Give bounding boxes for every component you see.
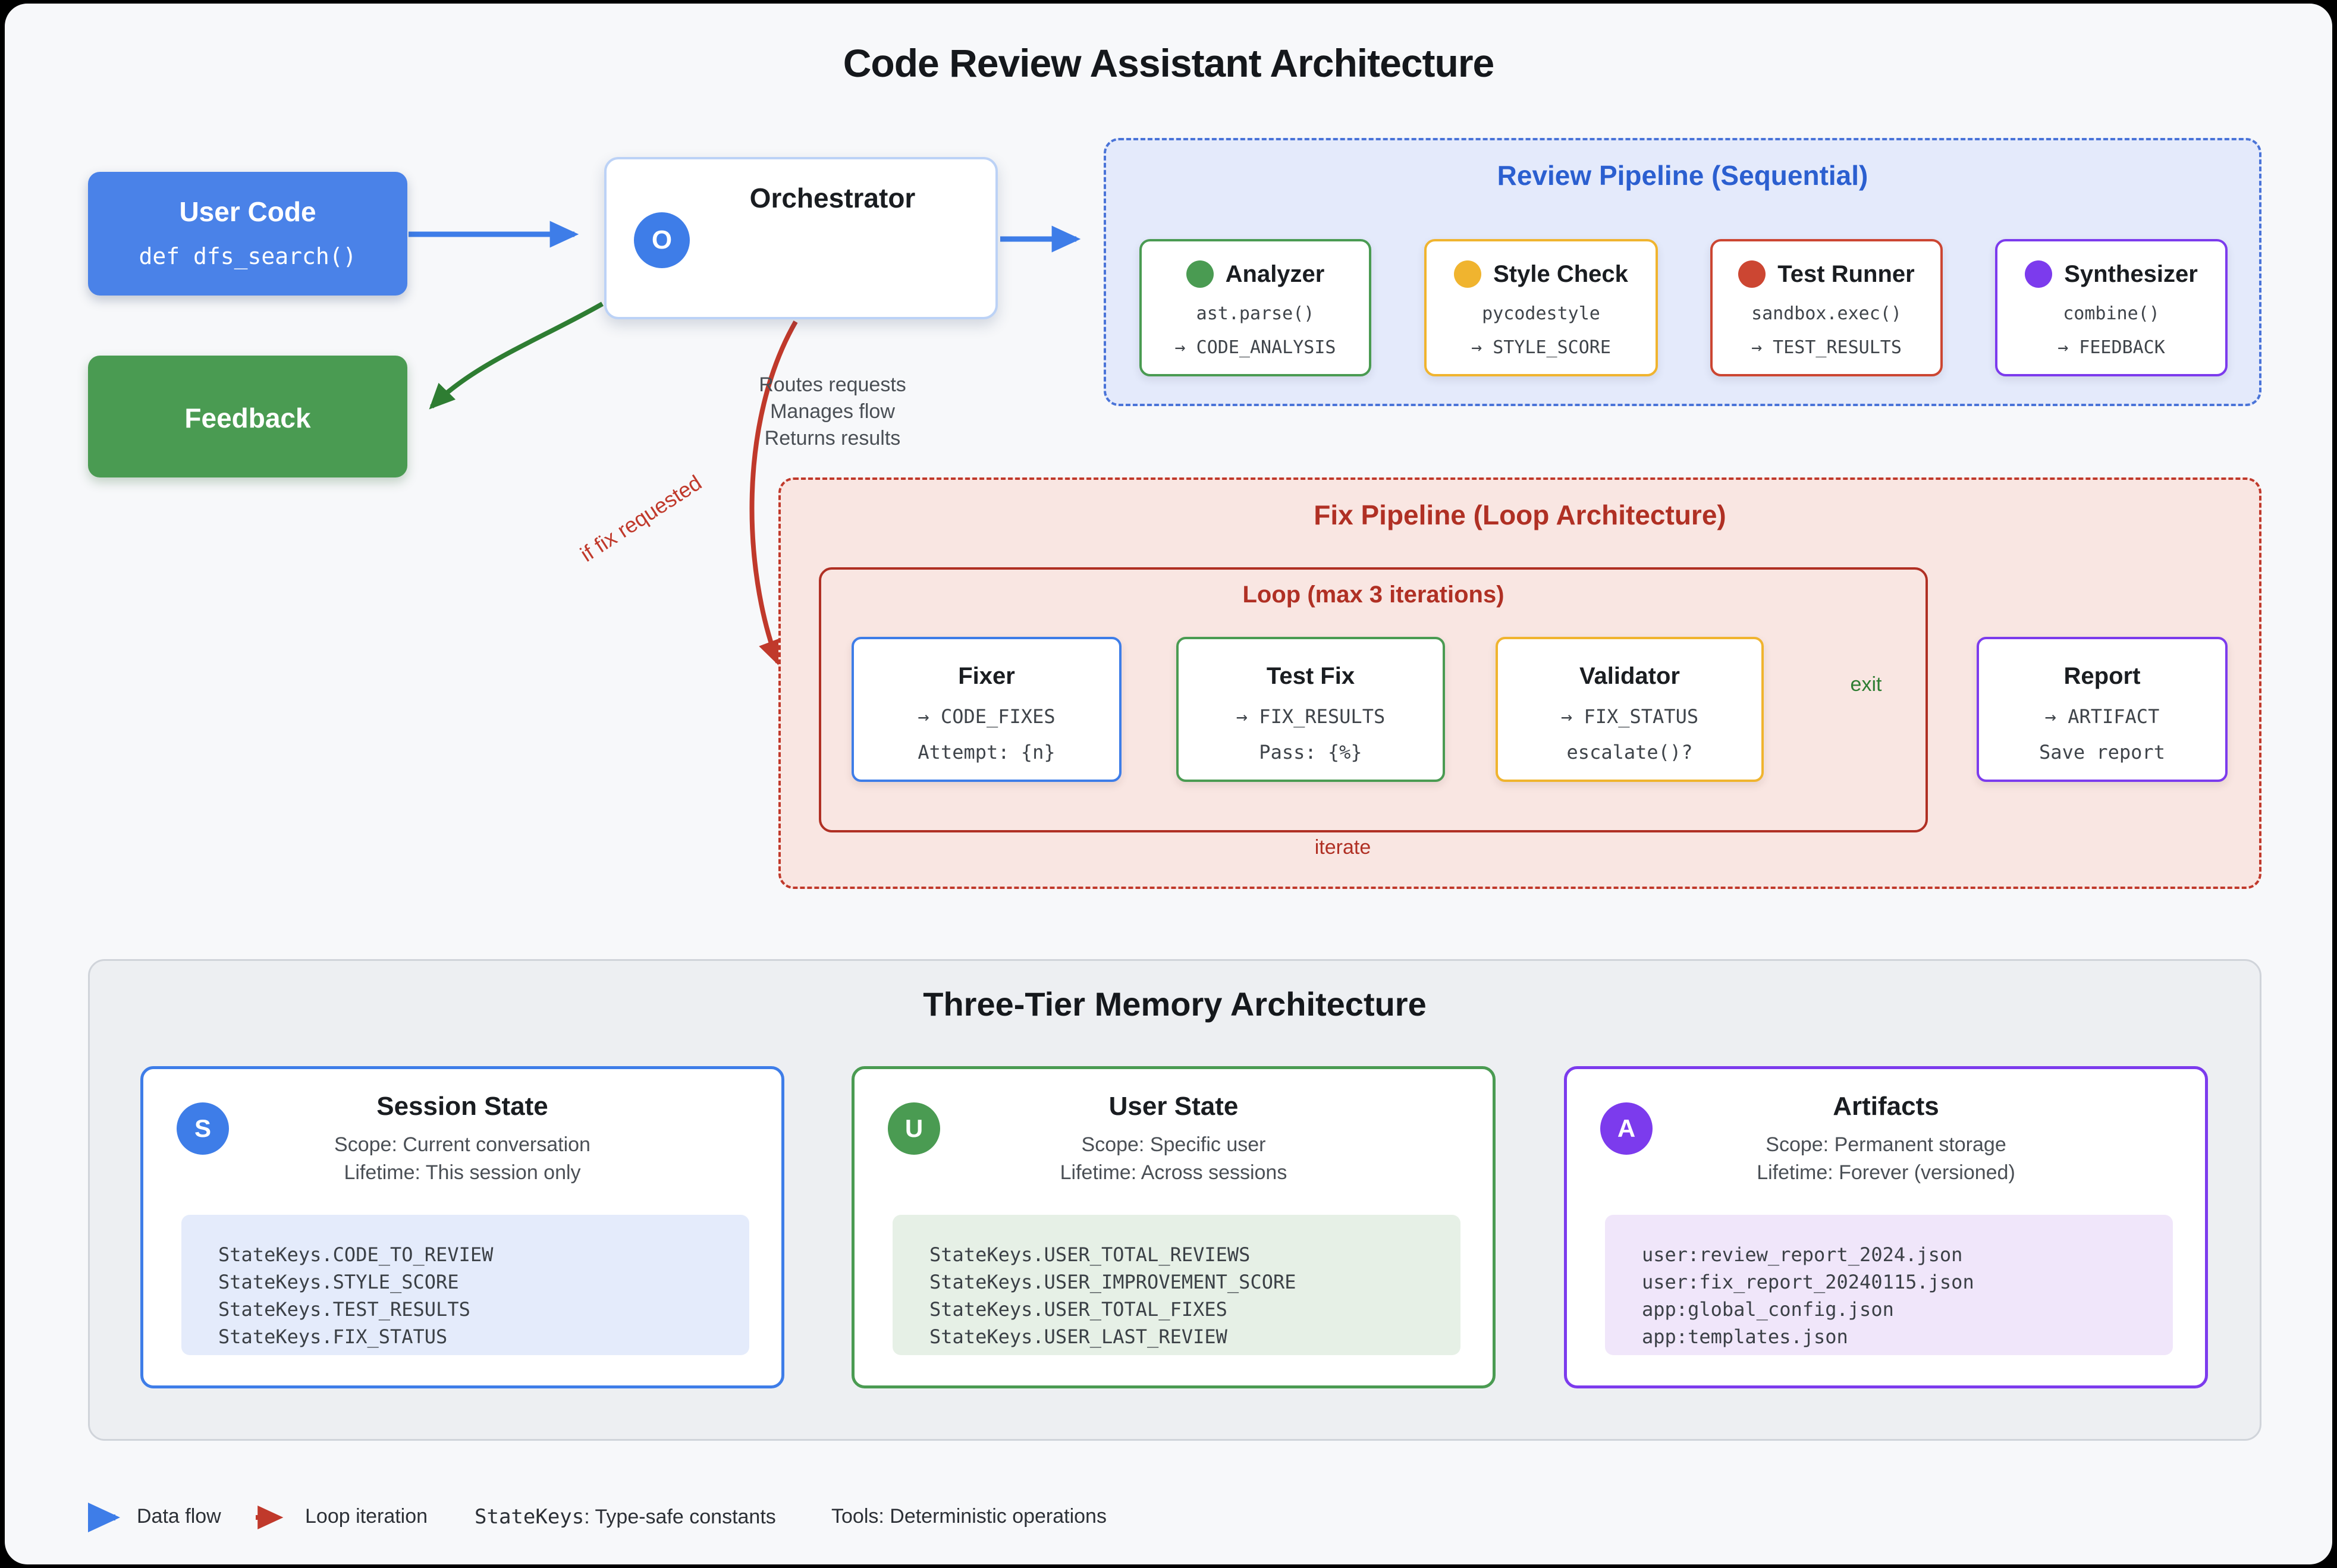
orchestrator-line: Routes requests: [759, 373, 906, 396]
orchestrator-badge-icon: O: [634, 212, 690, 268]
tier-keys-block: [893, 1215, 1460, 1355]
state-key: StateKeys.STYLE_SCORE: [218, 1271, 459, 1293]
tier-scope: Scope: Current conversation: [334, 1133, 590, 1156]
tier-title: Artifacts: [1833, 1092, 1939, 1121]
session-state-badge-icon: S: [177, 1102, 229, 1155]
stage-title: Style Check: [1493, 260, 1628, 287]
memory-section-title: Three-Tier Memory Architecture: [923, 985, 1427, 1023]
stage-line: Attempt: {n}: [918, 741, 1056, 763]
stage-output: → CODE_ANALYSIS: [1174, 337, 1336, 358]
orchestrator-title: Orchestrator: [749, 183, 916, 213]
stage-analyzer: [1139, 239, 1371, 376]
state-key: StateKeys.CODE_TO_REVIEW: [218, 1243, 494, 1266]
stage-output: → TEST_RESULTS: [1751, 337, 1902, 358]
orchestrator-node: [604, 157, 998, 450]
stage-validator: [1496, 637, 1764, 782]
legend-loop-iteration: Loop iteration: [305, 1505, 428, 1528]
orchestrator-line: Returns results: [764, 427, 901, 450]
user-code-snippet: def dfs_search(): [139, 243, 357, 269]
stage-output: → FEEDBACK: [2058, 337, 2165, 358]
test-runner-dot-icon: [1738, 260, 1766, 288]
tier-keys-block: [181, 1215, 749, 1355]
stage-line: Save report: [2039, 741, 2165, 763]
stage-title: Test Fix: [1266, 663, 1355, 689]
artifact-key: app:global_config.json: [1642, 1298, 1894, 1321]
tier-title: User State: [1108, 1092, 1239, 1121]
tier-session-state: [140, 1066, 784, 1388]
stage-title: Synthesizer: [2064, 260, 2198, 287]
state-key: StateKeys.USER_IMPROVEMENT_SCORE: [929, 1271, 1296, 1293]
artifact-key: user:fix_report_20240115.json: [1642, 1271, 1974, 1293]
tier-scope: Scope: Specific user: [1081, 1133, 1266, 1156]
stage-synthesizer: [1995, 239, 2228, 376]
feedback-title: Feedback: [184, 403, 311, 433]
loop-title: Loop (max 3 iterations): [1242, 582, 1504, 608]
user-code-node: [88, 172, 407, 296]
fix-pipeline-title: Fix Pipeline (Loop Architecture): [1314, 499, 1726, 530]
tier-lifetime: Lifetime: Across sessions: [1060, 1161, 1287, 1184]
if-fix-requested-label: if fix requested: [576, 470, 706, 567]
stage-line: → ARTIFACT: [2044, 705, 2160, 728]
stage-output: → STYLE_SCORE: [1471, 337, 1611, 358]
artifact-key: user:review_report_2024.json: [1642, 1243, 1963, 1266]
stage-style-check: [1424, 239, 1658, 376]
tier-lifetime: Lifetime: Forever (versioned): [1757, 1161, 2015, 1184]
artifact-key: app:templates.json: [1642, 1325, 1848, 1348]
legend-statekeys: [475, 1505, 776, 1529]
stage-title: Fixer: [958, 663, 1015, 689]
tier-lifetime: Lifetime: This session only: [344, 1161, 581, 1184]
user-state-badge-icon: U: [888, 1102, 940, 1155]
stage-tool: pycodestyle: [1482, 303, 1600, 324]
analyzer-dot-icon: [1186, 260, 1214, 288]
stage-line: escalate()?: [1566, 741, 1693, 763]
state-key: StateKeys.USER_TOTAL_REVIEWS: [929, 1243, 1251, 1266]
style-check-dot-icon: [1454, 260, 1481, 288]
stage-line: Pass: {%}: [1259, 741, 1362, 763]
page-title: Code Review Assistant Architecture: [843, 41, 1494, 85]
tier-keys-block: [1605, 1215, 2173, 1355]
state-key: StateKeys.FIX_STATUS: [218, 1325, 448, 1348]
user-code-title: User Code: [179, 196, 316, 227]
state-key: StateKeys.USER_TOTAL_FIXES: [929, 1298, 1227, 1321]
legend-statekeys-desc: : Type-safe constants: [584, 1506, 776, 1528]
stage-fixer: [852, 637, 1122, 782]
diagram-canvas: [5, 4, 2332, 1564]
tier-artifacts: [1564, 1066, 2208, 1388]
feedback-node: [88, 356, 407, 477]
stage-title: Analyzer: [1225, 260, 1325, 287]
tier-scope: Scope: Permanent storage: [1766, 1133, 2006, 1156]
exit-label: exit: [1850, 673, 1882, 696]
orchestrator-line: Manages flow: [770, 400, 895, 423]
stage-title: Test Runner: [1777, 260, 1915, 287]
stage-line: → CODE_FIXES: [918, 705, 1056, 728]
synthesizer-dot-icon: [2025, 260, 2052, 288]
stage-test-runner: [1710, 239, 1943, 376]
stage-tool: sandbox.exec(): [1751, 303, 1902, 324]
artifacts-badge-icon: A: [1600, 1102, 1653, 1155]
stage-tool: ast.parse(): [1196, 303, 1315, 324]
stage-title: Report: [2063, 663, 2141, 689]
stage-title: Validator: [1579, 663, 1680, 689]
review-pipeline-title: Review Pipeline (Sequential): [1497, 160, 1868, 191]
tier-user-state: [852, 1066, 1496, 1388]
legend-data-flow: Data flow: [137, 1505, 221, 1528]
stage-tool: combine(): [2063, 303, 2160, 324]
iterate-label: iterate: [1314, 836, 1371, 859]
stage-line: → FIX_RESULTS: [1236, 705, 1386, 728]
state-key: StateKeys.TEST_RESULTS: [218, 1298, 470, 1321]
stage-report: [1977, 637, 2228, 782]
legend-tools: Tools: Deterministic operations: [831, 1505, 1107, 1528]
tier-title: Session State: [376, 1092, 548, 1121]
state-key: StateKeys.USER_LAST_REVIEW: [929, 1325, 1227, 1348]
stage-line: → FIX_STATUS: [1560, 705, 1699, 728]
stage-test-fix: [1176, 637, 1445, 782]
legend-statekeys-term: StateKeys: [475, 1505, 585, 1529]
